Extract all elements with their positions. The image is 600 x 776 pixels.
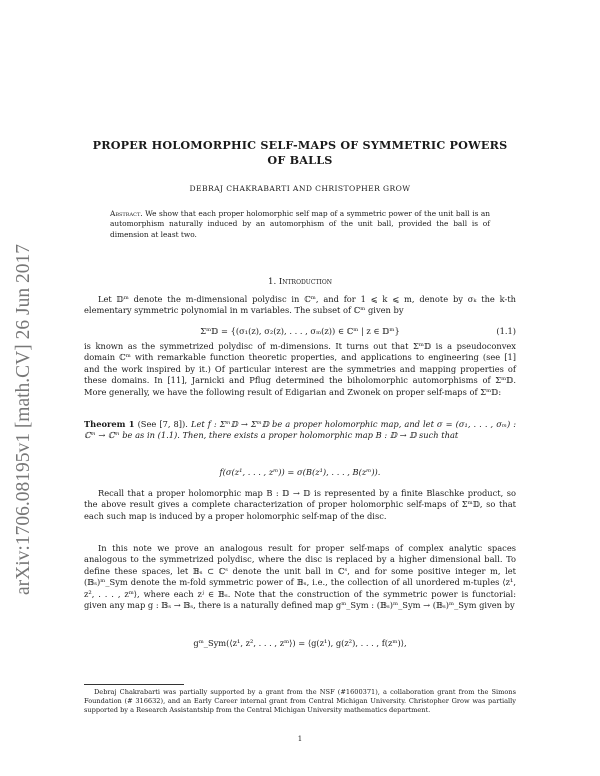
paper-title xyxy=(84,138,516,168)
equation-number: (1.1) xyxy=(496,326,516,336)
intro-paragraph-1: Let 𝔻ᵐ denote the m-dimensional polydisc in ℂᵐ, and for 1 ⩽ k ⩽ m, denote by σₖ the k-th elementary symmetric polynomial in m variables. The subset of ℂᵐ given by xyxy=(84,294,516,316)
theorem-label: Theorem 1 xyxy=(84,419,135,429)
arxiv-stamp xyxy=(4,170,38,600)
intro-paragraph-3: Recall that a proper holomorphic map B : 𝔻 → 𝔻 is represented by a finite Blaschke product, so the above result gives a complete characterization of proper holomorphic self-maps of Σᵐ𝔻, so that each such map is induced by a proper holomorphic self-map of the disc. xyxy=(84,488,516,521)
arxiv-stamp-text: arXiv:1706.08195v1 [math.CV] 26 Jun 2017 xyxy=(13,244,34,595)
abstract xyxy=(110,209,490,240)
theorem-1 xyxy=(84,419,516,442)
footnote-divider xyxy=(84,684,184,685)
equation-1-1 xyxy=(84,326,516,336)
footnote: Debraj Chakrabarti was partially supported by a grant from the NSF (#1600371), a collaboration grant from the Simons Foundation (# 316632), and an Early Career internal grant from Central Michigan University. Christopher Grow was partially supported by a Research Assistantship from the Central Michigan University mathematics department. xyxy=(84,688,516,715)
section-heading xyxy=(84,277,516,287)
section-heading-text: 1. Introduction xyxy=(267,277,332,287)
intro-paragraph-4: In this note we prove an analogous result for proper self-maps of complex analytic spaces analogous to the symmetrized polydisc, where the disc is replaced by a higher dimensional ball. To define these spaces, let 𝔹ₛ ⊂ ℂˢ denote the unit ball in ℂˢ, and for some positive integer m, let (𝔹ₛ)ᵐ_Sym denote the m-fold symmetric power of 𝔹ₛ, i.e., the collection of all unordered m-tuples ⟨z¹, z², . . . , zᵐ⟩, where each zʲ ∈ 𝔹ₛ. Note that the construction of the symmetric power is functorial: given any map g : 𝔹ₛ → 𝔹ₛ, there is a naturally defined map gᵐ_Sym : (𝔹ₛ)ᵐ_Sym → (𝔹ₛ)ᵐ_Sym given by xyxy=(84,543,516,611)
equation-gsym: gᵐ_Sym(⟨z¹, z², . . . , zᵐ⟩) = ⟨g(z¹), g(z²), . . . , f(zᵐ)⟩, xyxy=(193,638,407,648)
equation-1-1-body: Σᵐ𝔻 = {(σ₁(z), σ₂(z), . . . , σₘ(z)) ∈ ℂᵐ | z ∈ 𝔻ᵐ} xyxy=(200,326,400,336)
abstract-text: We show that each proper holomorphic self map of a symmetric power of the unit ball is an automorphism naturally induced by an automorphism of the unit ball, provided the ball is of dimension at least two. xyxy=(110,209,490,239)
title-line-2: OF BALLS xyxy=(267,153,333,167)
theorem-text: Let f : Σᵐ𝔻 → Σᵐ𝔻 be a proper holomorphic map, and let σ = (σ₁, . . . , σₘ) : ℂᵐ → ℂᵐ be as in (1.1). Then, there exists a proper holomorphic map B : 𝔻 → 𝔻 such that xyxy=(84,419,517,441)
authors: DEBRAJ CHAKRABARTI AND CHRISTOPHER GROW xyxy=(189,184,411,193)
theorem-equation: f(σ(z¹, . . . , zᵐ)) = σ(B(z¹), . . . , B(zᵐ)). xyxy=(219,467,381,477)
abstract-label: Abstract. xyxy=(110,209,143,218)
title-line-1: PROPER HOLOMORPHIC SELF-MAPS OF SYMMETRIC POWERS xyxy=(92,138,508,152)
page-number: 1 xyxy=(297,735,303,743)
intro-paragraph-2: is known as the symmetrized polydisc of m-dimensions. It turns out that Σᵐ𝔻 is a pseudoconvex domain ℂᵐ with remarkable function theoretic properties, and applications to engineering (see [1] and the work inspired by it.) Of particular interest are the symmetries and mapping properties of these domains. In [11], Jarnicki and Pflug determined the biholomorphic automorphisms of Σᵐ𝔻. More generally, we have the following result of Edigarian and Zwonek on proper self-maps of Σᵐ𝔻: xyxy=(84,341,516,397)
theorem-citation: (See [7, 8]). xyxy=(137,419,188,429)
